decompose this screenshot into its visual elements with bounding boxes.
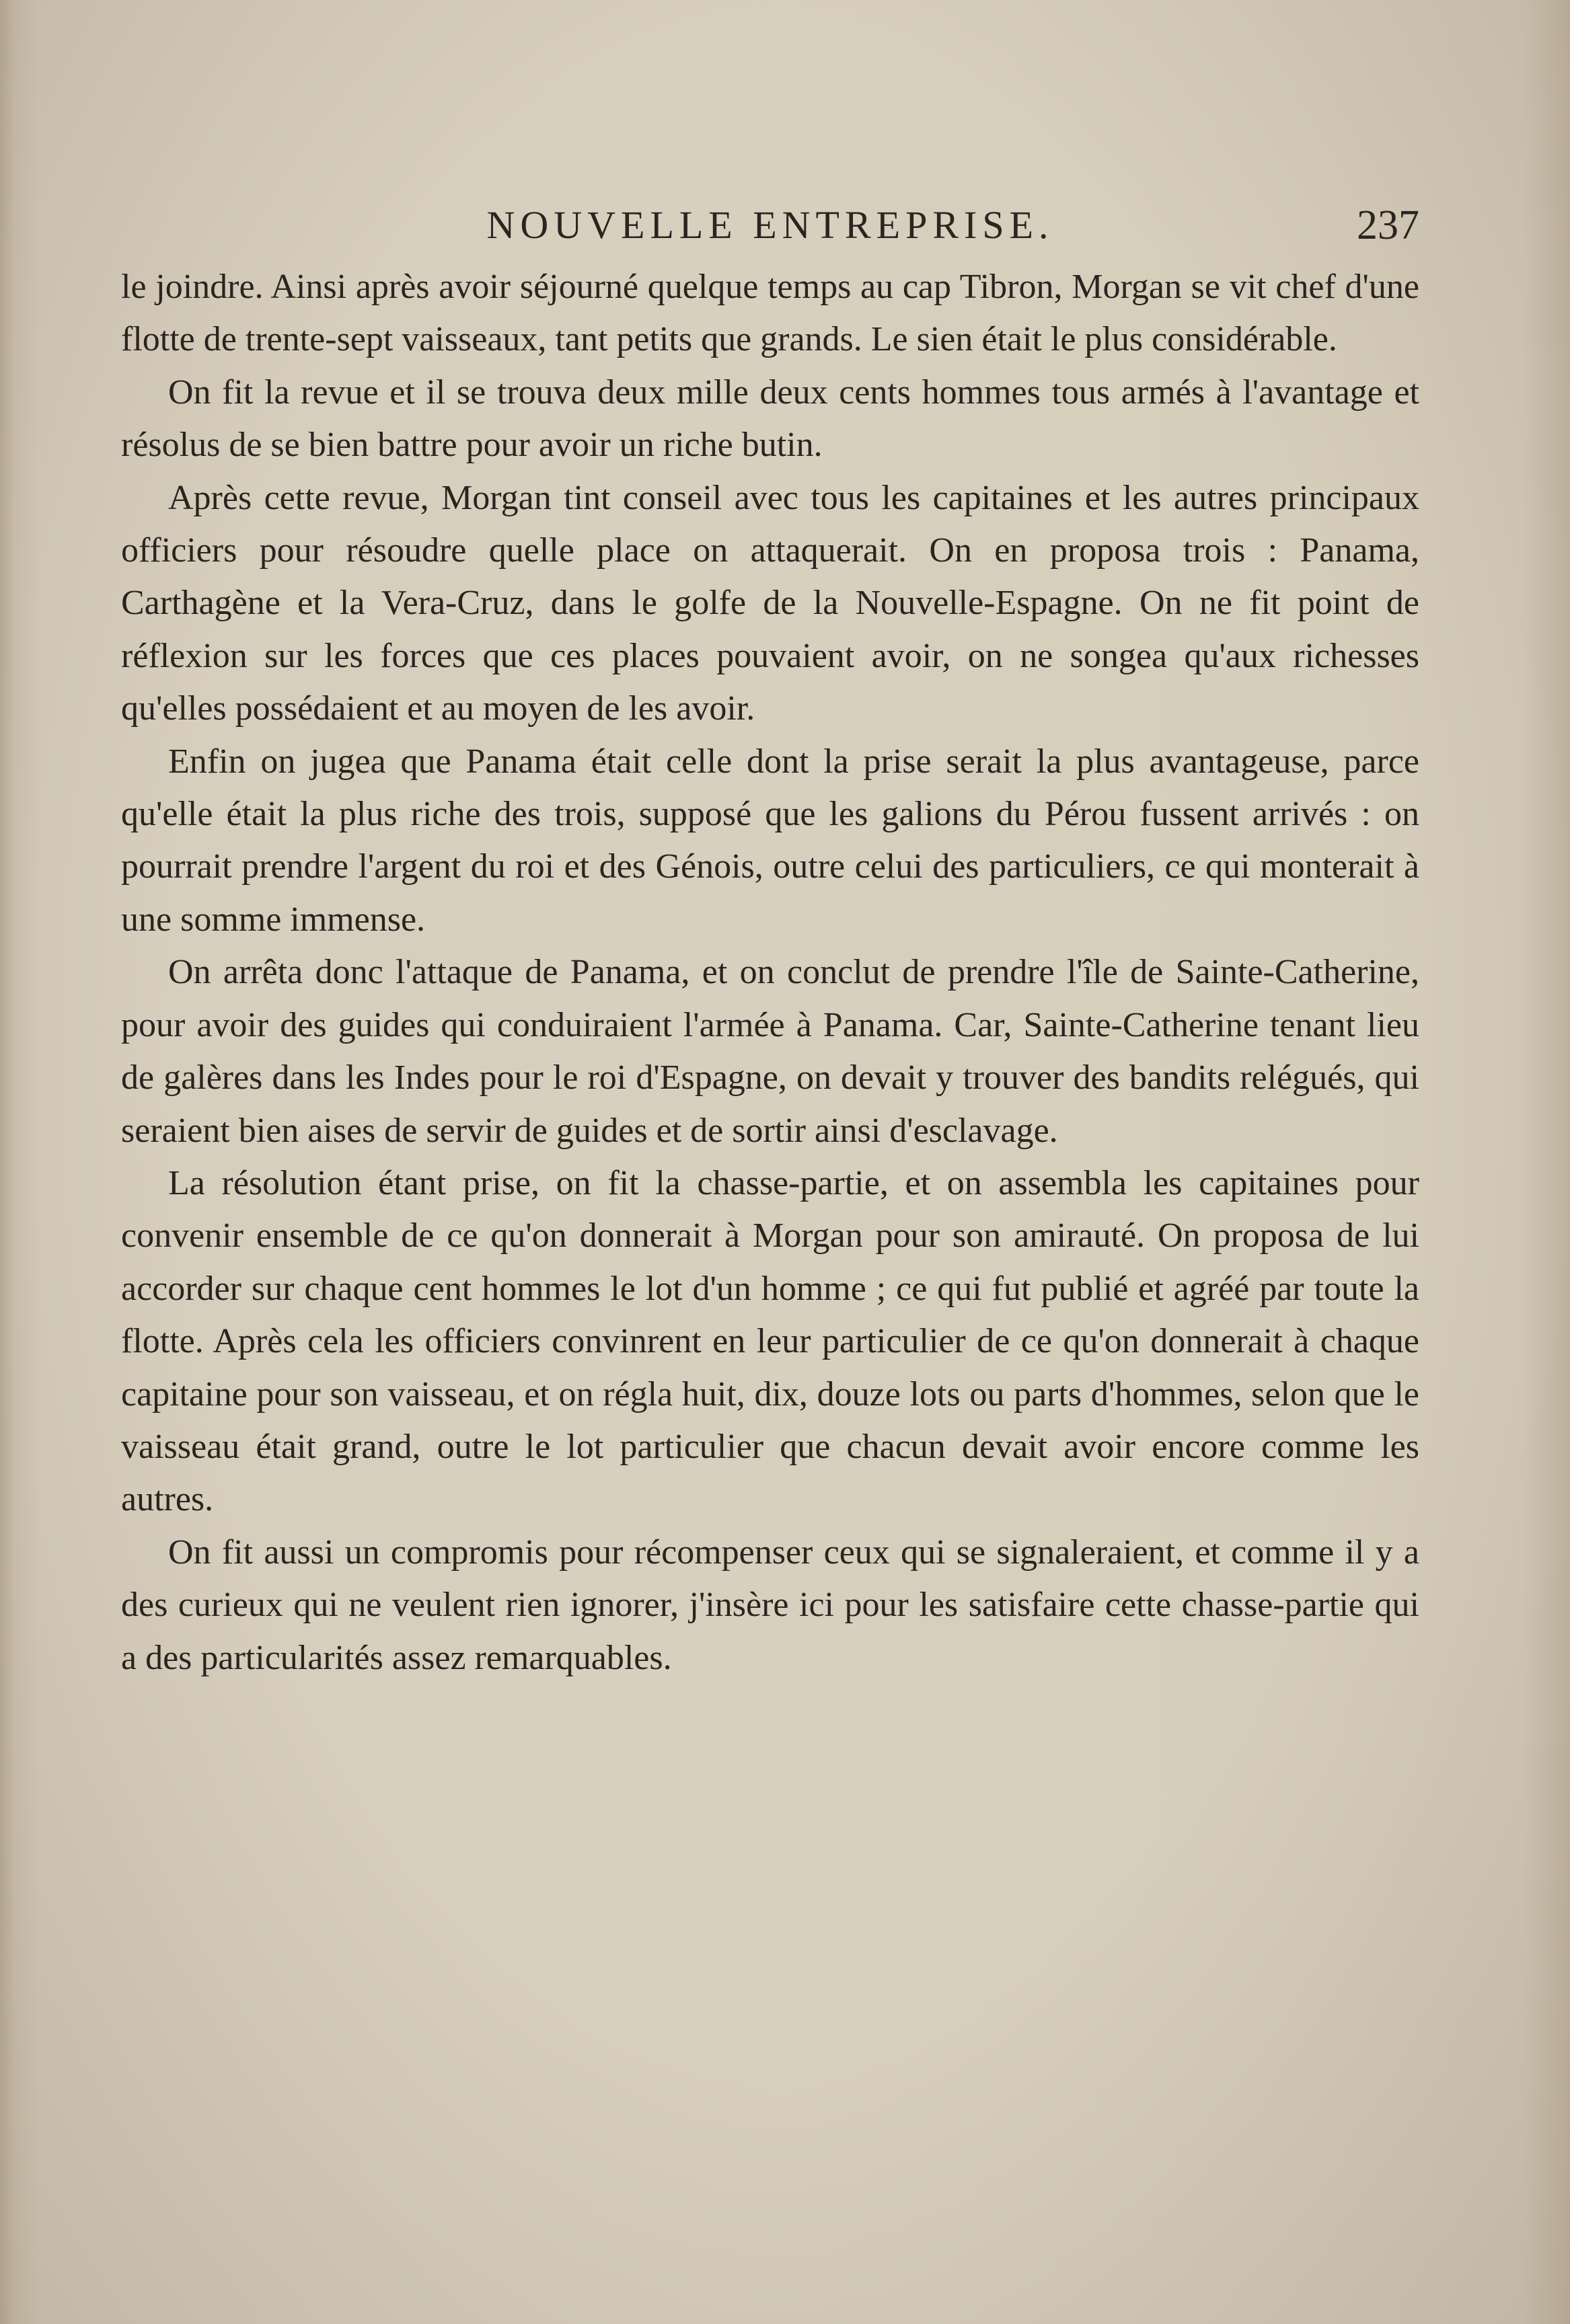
paragraph: Enfin on jugea que Panama était celle dont la prise serait la plus avantageuse, parce qu'elle était la plus riche des trois, supposé que les galions du Pérou fussent arrivés : on pourrait prendre l'argent du roi et des Génois, outre celui des particuliers, ce qui monterait à une somme immense. xyxy=(121,742,1419,939)
running-title: NOUVELLE ENTREPRISE. xyxy=(486,203,1054,247)
paragraph: On fit la revue et il se trouva deux mille deux cents hommes tous armés à l'avantage et résolus de se bien battre pour avoir un riche butin. xyxy=(121,373,1419,465)
paragraph-continued: le joindre. Ainsi après avoir séjourné quelque temps au cap Tibron, Morgan se vit chef d'une flotte de trente-sept vaisseaux, tant petits que grands. Le sien était le plus considérable. xyxy=(121,268,1419,359)
paragraph: On fit aussi un compromis pour récompenser ceux qui se signaleraient, et comme il y a des curieux qui ne veulent rien ignorer, j'insère ici pour les satisfaire cette chasse-partie qui a des particularités assez remarquables. xyxy=(121,1533,1419,1677)
body-text xyxy=(121,261,1419,1684)
page-header xyxy=(121,195,1419,256)
page-number: 237 xyxy=(1357,202,1419,248)
paragraph: On arrêta donc l'attaque de Panama, et on conclut de prendre l'île de Sainte-Catherine, pour avoir des guides qui conduiraient l'armée à Panama. Car, Sainte-Catherine tenant lieu de galères dans les Indes pour le roi d'Espagne, on devait y trouver des bandits relégués, qui seraient bien aises de servir de guides et de sortir ainsi d'esclavage. xyxy=(121,953,1419,1150)
paragraph: La résolution étant prise, on fit la chasse-partie, et on assembla les capitaines pour convenir ensemble de ce qu'on donnerait à Morgan pour son amirauté. On proposa de lui accorder sur chaque cent hommes le lot d'un homme ; ce qui fut publié et agréé par toute la flotte. Après cela les officiers convinrent en leur particulier de ce qu'on donnerait à chaque capitaine pour son vaisseau, et on régla huit, dix, douze lots ou parts d'hommes, selon que le vaisseau était grand, outre le lot particulier que chacun devait avoir encore comme les autres. xyxy=(121,1163,1419,1519)
paragraph: Après cette revue, Morgan tint conseil avec tous les capitaines et les autres principaux officiers pour résoudre quelle place on attaquerait. On en proposa trois : Panama, Carthagène et la Vera-Cruz, dans le golfe de la Nouvelle-Espagne. On ne fit point de réflexion sur les forces que ces places pouvaient avoir, on ne songea qu'aux richesses qu'elles possédaient et au moyen de les avoir. xyxy=(121,478,1419,728)
